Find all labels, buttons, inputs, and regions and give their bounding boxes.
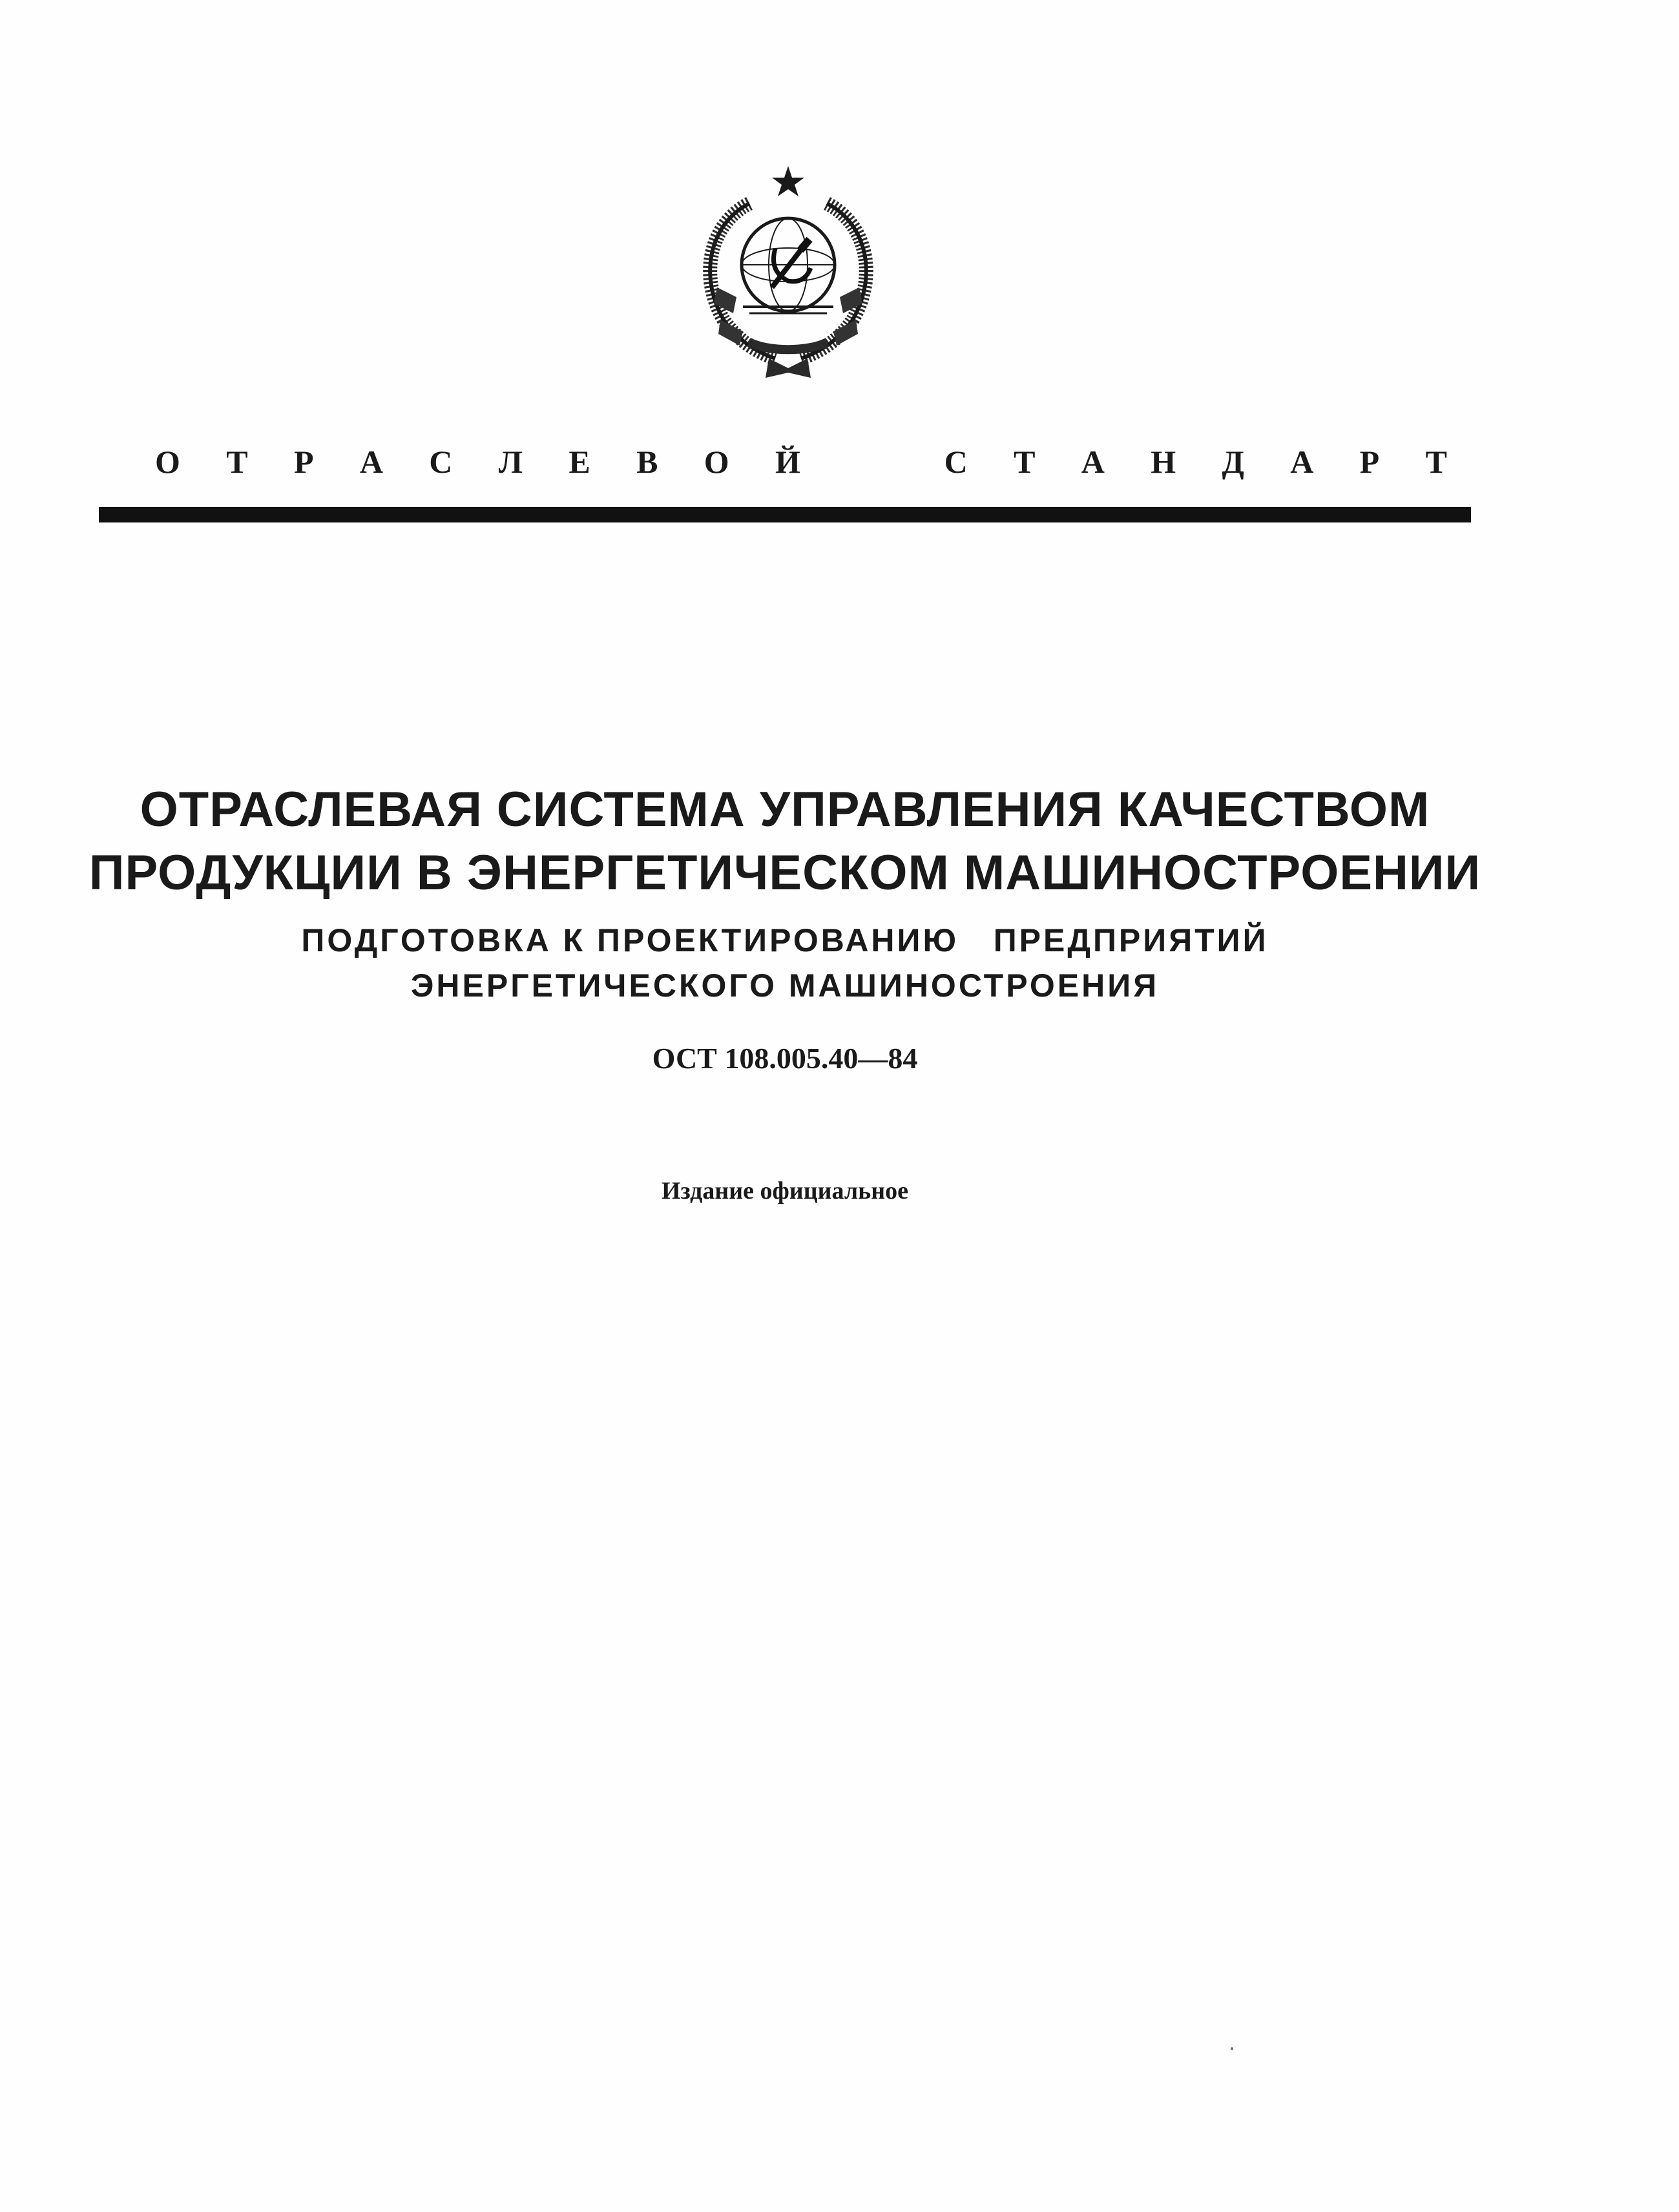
title-line-2: ПРОДУКЦИИ В ЭНЕРГЕТИЧЕСКОМ МАШИНОСТРОЕНИИ — [89, 845, 1481, 900]
state-emblem-icon — [672, 158, 904, 391]
header-letter: Р — [293, 444, 314, 480]
header-letter: А — [1290, 444, 1314, 480]
header-letter: В — [636, 444, 658, 480]
header-letter: Й — [775, 444, 800, 480]
header-letter: А — [359, 444, 383, 480]
header-letter: О — [704, 444, 729, 480]
header-letter: О — [155, 444, 180, 480]
header-letter: Р — [1359, 444, 1380, 480]
header-letter: А — [1081, 444, 1105, 480]
header-letter: Т — [1014, 444, 1036, 480]
subtitle-line-2: ЭНЕРГЕТИЧЕСКОГО МАШИНОСТРОЕНИЯ — [410, 967, 1160, 1004]
scan-speck — [1231, 2047, 1233, 2050]
standard-designation: ОСТ 108.005.40—84 — [652, 1042, 918, 1075]
header-rule — [99, 507, 1471, 522]
header-letter: Л — [498, 444, 523, 480]
header-letter: С — [429, 444, 453, 480]
header-letter: Н — [1151, 444, 1176, 480]
title-line-1: ОТРАСЛЕВАЯ СИСТЕМА УПРАВЛЕНИЯ КАЧЕСТВОМ — [140, 782, 1430, 837]
subtitle-line-1: ПОДГОТОВКА К ПРОЕКТИРОВАНИЮ ПРЕДПРИЯТИЙ — [301, 922, 1269, 958]
header-letter: С — [944, 444, 968, 480]
header-letter: Т — [1425, 444, 1447, 480]
edition-label: Издание официальное — [661, 1177, 908, 1204]
title-block — [0, 778, 1570, 1008]
header-letter: Е — [568, 444, 590, 480]
header-letter: Д — [1222, 444, 1244, 480]
header-letter: Т — [226, 444, 248, 480]
header-spaced-title — [155, 439, 1447, 484]
